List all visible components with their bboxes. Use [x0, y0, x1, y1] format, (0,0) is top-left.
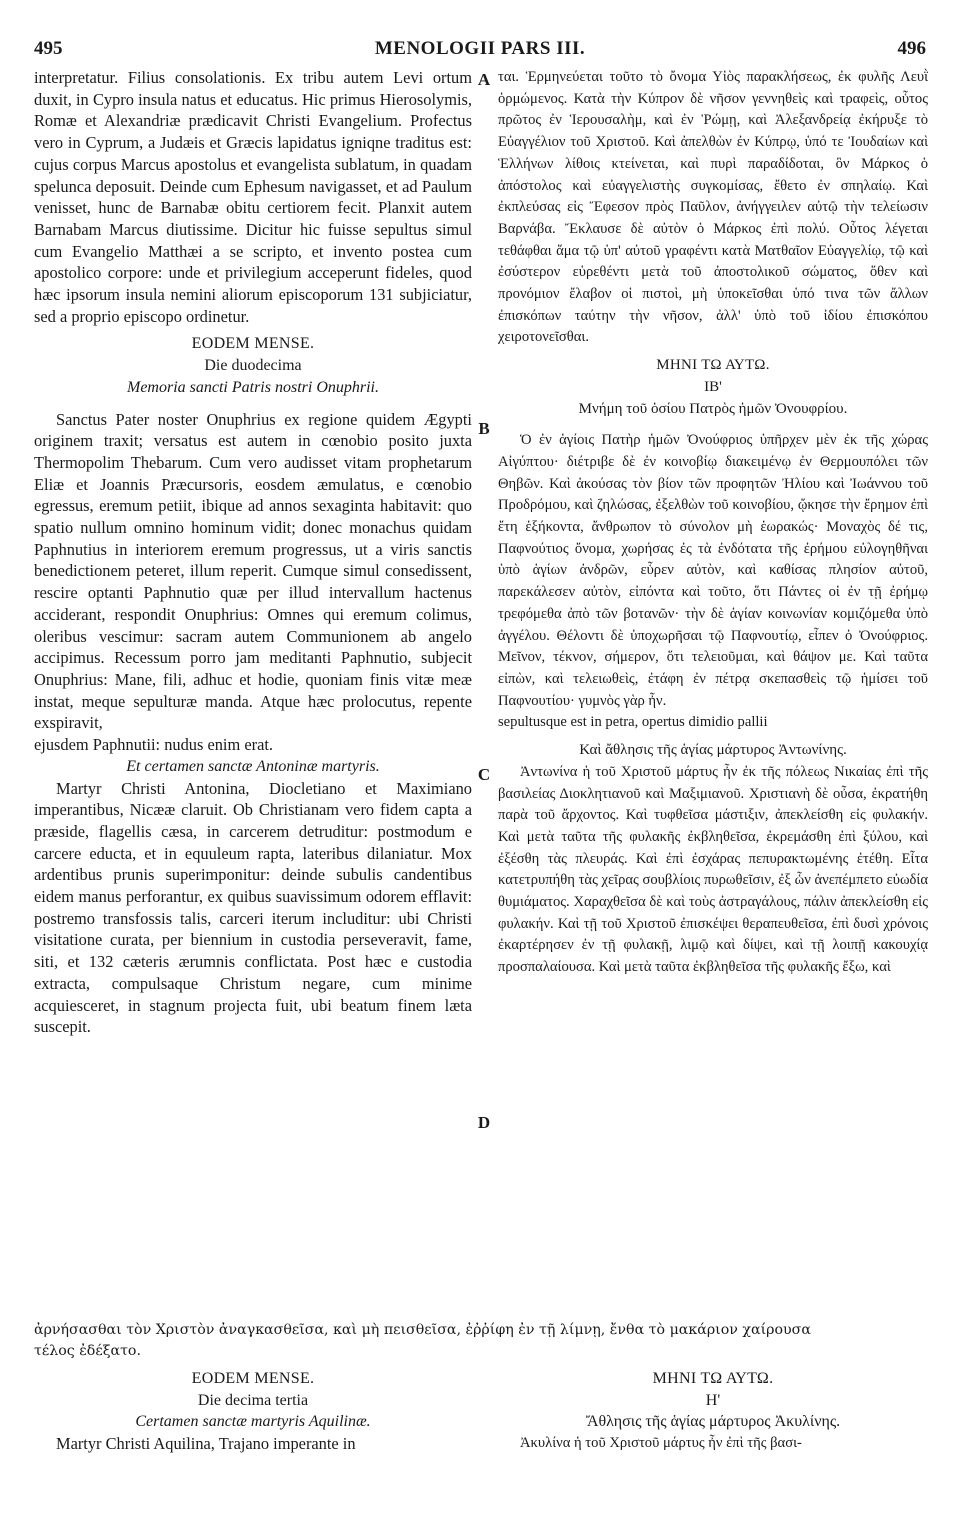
latin-heading-day-13: Die decima tertia [197, 1391, 309, 1409]
latin-paragraph-barnabas: interpretatur. Filius consolationis. Ex tribu autem Levi ortum duxit, in Cypro insula natus et educatus. Hic primus Hierosolymis, Romæ et Alexandriæ prædicavit Christi Evangelium. Profectus vero in Cyprum, a Judæis et Græcis lapidatus igniqne traditus est: cujus corpus Marcus apostolus et evangelista sublatum, in quadam spelunca deposuit. Deinde cum Ephesum navigasset, et ad Paulum venisset, hunc de Barnabæ obitu certiorem fecit. Planxit autem Barnabam Marcus diutissime. Dicitur hic fuisse sepultus simul cum Evangelio Matthæi a se scripto, et invento postea cum apostolico corpore: unde et privilegium acceperunt fideles, quod hæc ipsorum insula nemini aliorum episcoporum 131 subjiciatur, sed a proprio episcopo ordinetur. [34, 68, 472, 326]
greek-paragraph-aquilina: Ἀκυλίνα ἡ τοῦ Χριστοῦ μάρτυς ἦν ἐπὶ τῆς βασι- [520, 1435, 802, 1452]
section-marker-d: D [477, 1113, 491, 1132]
greek-heading-antonina: Καὶ ἄθλησις τῆς ἁγίας μάρτυρος Ἀντωνίνης. [579, 742, 847, 759]
greek-heading-day-12: ΙΒ' [704, 378, 722, 395]
latin-heading-antonina: Et certamen sanctæ Antoninæ martyris. [126, 757, 380, 775]
section-marker-c: C [477, 765, 491, 784]
greek-paragraph-onuphrius: Ὁ ἐν ἁγίοις Πατὴρ ἡμῶν Ὀνούφριος ὑπῆρχεν μὲν ἐκ τῆς χώρας Αἰγύπτου· διέτριβε δὲ ἐν κοινοβίῳ διακειμένῳ ἐν Θερμουπόλει τῶν Θηβῶν. Καὶ ἀκούσας τὸν βίον τῶν προφητῶν Ἠλίου καὶ Ἰωάννου τοῦ Προδρόμου, καὶ ζηλώσας, ἐξελθὼν τοῦ κοινοβίου, ᾤκησε τὴν ἔρημον ἐπὶ ἔτη ἑξήκοντα, ἄνθρωπον τὸ σύνολον μὴ ἑωρακώς· Μοναχὸς δέ τις, Παφνούτιος ὄνομα, χωρήσας ἐς τὰ ἐνδότατα τῆς ἐρήμου εὐλογηθῆναι ὑπὸ ἁγίων ἀνδρῶν, εὗρεν αὐτὸν, καὶ καθίσας πλησίον αὐτοῦ, παρεκάλεσεν αὐτὸν, εἰπόντα καὶ τοῦτο, ὅτι Πάντες οἱ ἐν τῇ ἐρήμῳ τρεφόμεθα ἀπὸ τῶν βοτανῶν· τὴν δὲ ἁγίαν κοινωνίαν κομιζόμεθα ὑπὸ ἀγγέλου. Θέλοντι δὲ ὑποχωρῆσαι τῷ Παφνουτίῳ, εἶπεν ὁ Ὀνούφριος. Μεῖνον, τέκνον, σήμερον, ὅτι τελειοῦμαι, καὶ θάψον με. Καὶ ταῦτα εἰπὼν, καὶ τελειωθεὶς, ἐτάφη ἐν πέτρᾳ σκεπασθεὶς τῷ ἡμίσει τοῦ Παφνουτίου· γυμνὸς γὰρ ἦν. [498, 432, 928, 709]
greek-column [498, 67, 928, 979]
section-marker-b: B [478, 419, 490, 438]
page-number-left: 495 [34, 38, 63, 59]
latin-paragraph-aquilina: Martyr Christi Aquilina, Trajano imperante in [56, 1434, 356, 1454]
greek-column-latin-continuation: sepultusque est in petra, opertus dimidio pallii [498, 714, 768, 731]
greek-paragraph-barnabas: ται. Ἑρμηνεύεται τοῦτο τὸ ὄνομα Υἱὸς παρακλήσεως, ἐκ φυλῆς Λευῒ ὁρμώμενος. Κατὰ τὴν Κύπρον δὲ νῆσον γεννηθεὶς καὶ τραφεὶς, οὗτος πρῶτος ἐν Ἱερουσαλὴμ, καὶ ἐν Ῥώμῃ, καὶ Ἀλεξανδρείᾳ ἐκήρυξε τὸ Εὐαγγέλιον τοῦ Χριστοῦ. Καὶ ἀπελθὼν ἐν Κύπρῳ, ὑπό τε Ἰουδαίων καὶ Ἑλλήνων λίθοις κτείνεται, καὶ πυρὶ παραδίδοται, ὃν Μάρκος ὁ ἀπόστολος καὶ εὐαγγελιστὴς συγκομίσας, ἔθετο ἐν σπηλαίῳ. Καὶ ἐκπλεύσας εἰς Ἔφεσον πρὸς Παῦλον, ἀνήγγειλεν αὐτῷ τὴν τελείωσιν Βαρνάβα. Ἔκλαυσε δὲ αὐτὸν ὁ Μάρκος ἐπὶ πολύ. Οὗτος λέγεται τεθάφθαι ἅμα τῷ ὑπ' αὐτοῦ γραφέντι κατὰ Ματθαῖον Εὐαγγελίῳ, τῷ καὶ ἐσύστερον εὑρεθέντι μετὰ τοῦ ἀποστολικοῦ σώματος, ὅθεν καὶ προνόμιον ἔλαβον οἱ πιστοὶ, μὴ ὑποκεῖσθαι ὑπό τινα τῶν ἄλλων ἐπισκόπων ταύτην τὴν νῆσον, ἀλλ' ὑπὸ τοῦ ἰδίου ἐπισκόπου χειροτονεῖσθαι. [498, 69, 928, 346]
greek-heading-mense-12: ΜΗΝΙ ΤΩ ΑΥΤΩ. [656, 357, 770, 374]
latin-bottom-section [34, 1368, 472, 1455]
latin-heading-mense-13: EODEM MENSE. [191, 1370, 315, 1387]
latin-paragraph-antonina: Martyr Christi Antonina, Diocletiano et Maximiano imperantibus, Nicææ claruit. Ob Christianam vero fidem capta a præside, flagellis cæsa, in carcerem detruditur: postmodum e carcere educta, et in equuleum rapta, lateribus dilaniatur. Mox ardentibus prunis superimponitur: deinde subulis candentibus eidem manus perforantur, ex quibus suavissimum odorem efflavit: postremo transfossis talis, carceri iterum includitur: ubi Christi visitatione curata, per biennium in custodia perseveravit, fame, siti, et 132 cæteris ærumnis conflictata. Post hæc e custodia extracta, compulsaque Christum negare, cum minime acquiesceret, in stagnum projecta fuit, ubi beatum finem læta suscepit. [34, 778, 472, 1037]
latin-heading-mense-12: EODEM MENSE. [191, 335, 315, 353]
greek-heading-aquilina: Ἄθλησις τῆς ἁγίας μάρτυρος Ἀκυλίνης. [585, 1413, 841, 1431]
page-header [34, 38, 926, 64]
greek-heading-onuphrius: Μνήμη τοῦ ὁσίου Πατρὸς ἡμῶν Ὀνουφρίου. [578, 400, 848, 417]
latin-paragraph-onuphrius-end: ejusdem Paphnutii: nudus enim erat. [34, 735, 273, 755]
latin-heading-day-12: Die duodecima [204, 357, 302, 375]
greek-spanning-line-1: ἀρνήσασθαι τὸν Χριστὸν ἀναγκασθεῖσα, καὶ μὴ πεισθεῖσα, ἐῤῥίφη ἐν τῇ λίμνῃ, ἔνθα τὸ μακάριον χαίρουσα [34, 1322, 811, 1338]
latin-paragraph-onuphrius: Sanctus Pater noster Onuphrius ex regione quidem Ægypti originem traxit; versatus est autem in cœnobio posito juxta Thermopolim Thebarum. Cum vero audisset vitam prophetarum Eliæ et Joannis Præcursoris, eosdem æmulatus, e cœnobio egressus, eremum petiit, ibique ad annos sexaginta habitavit: quo spatio nullum omnino hominum vidit; donec monachus quidam Paphnutius in interiorem eremum progressus, ut a viris sanctis benedictionem peteret, illum reperit. Cumque simul consedissent, rescire optanti Paphnutio quæ per illud intervallum hactenus acciderant, respondit Onuphrius: Omnes qui eremum colimus, oleribus vescimur: sacram autem Communionem ab angelo accipimus. Recessum porro jam meditanti Paphnutio, subjecit Onuphrius: Mane, fili, adhuc et hodie, quoniam finis vitæ meæ instat, meque sepulturæ manda. Atque hæc prolocutus, repente exspiravit, [34, 409, 472, 733]
greek-heading-day-13: Η' [705, 1391, 721, 1409]
running-title: MENOLOGII PARS III. [374, 38, 586, 59]
page-number-right: 496 [897, 38, 926, 59]
greek-spanning-line-2: τέλος ἐδέξατο. [34, 1343, 141, 1359]
greek-paragraph-antonina: Ἀντωνίνα ἡ τοῦ Χριστοῦ μάρτυς ἦν ἐκ τῆς πόλεως Νικαίας ἐπὶ τῆς βασιλείας Διοκλητιανοῦ καὶ Μαξιμιανοῦ. Χριστιανὴ δὲ οὖσα, ἐκρατήθη παρὰ τοῦ ἄρχοντος. Καὶ τυφθεῖσα μάστιξιν, ἀπεκλείσθη εἰς φυλακήν. Καὶ μετὰ ταῦτα τῆς φυλακῆς ἐκβληθεῖσα, ἐκρεμάσθη ἐπὶ ξύλου, καὶ ἐξέσθη τὰς πλευράς. Καὶ ἐπὶ ἐσχάρας πεπυρακτωμένης ἐτέθη. Εἶτα κατετρυπήθη τὰς χεῖρας σουβλίοις πυρωθεῖσιν, ἐξ ὧν ἀνεπέμπετο εὐωδία θυμιάματος. Χαραχθεῖσα δὲ καὶ τοὺς ἀστραγάλους, πάλιν ἀπεκλείσθη εἰς φυλακήν. Καὶ τῇ τοῦ Χριστοῦ ἐπισκέψει θεραπευθεῖσα, ἐπὶ δυσὶ χρόνοις ἐκαρτέρησεν ἐν τῇ φυλακῇ, λιμῷ καὶ δίψει, καὶ τῇ λοιπῇ κακουχίᾳ προσπαλαίουσα. Καὶ μετὰ ταῦτα ἐκβληθεῖσα τῆς φυλακῆς ἔξω, καὶ [498, 763, 928, 976]
greek-bottom-section [498, 1368, 928, 1455]
latin-column [34, 67, 472, 1038]
greek-heading-mense-13: ΜΗΝΙ ΤΩ ΑΥΤΩ. [652, 1370, 774, 1387]
section-marker-a: A [477, 70, 491, 89]
latin-heading-aquilina: Certamen sanctæ martyris Aquilinæ. [135, 1413, 371, 1431]
latin-heading-onuphrius: Memoria sancti Patris nostri Onuphrii. [126, 378, 379, 396]
